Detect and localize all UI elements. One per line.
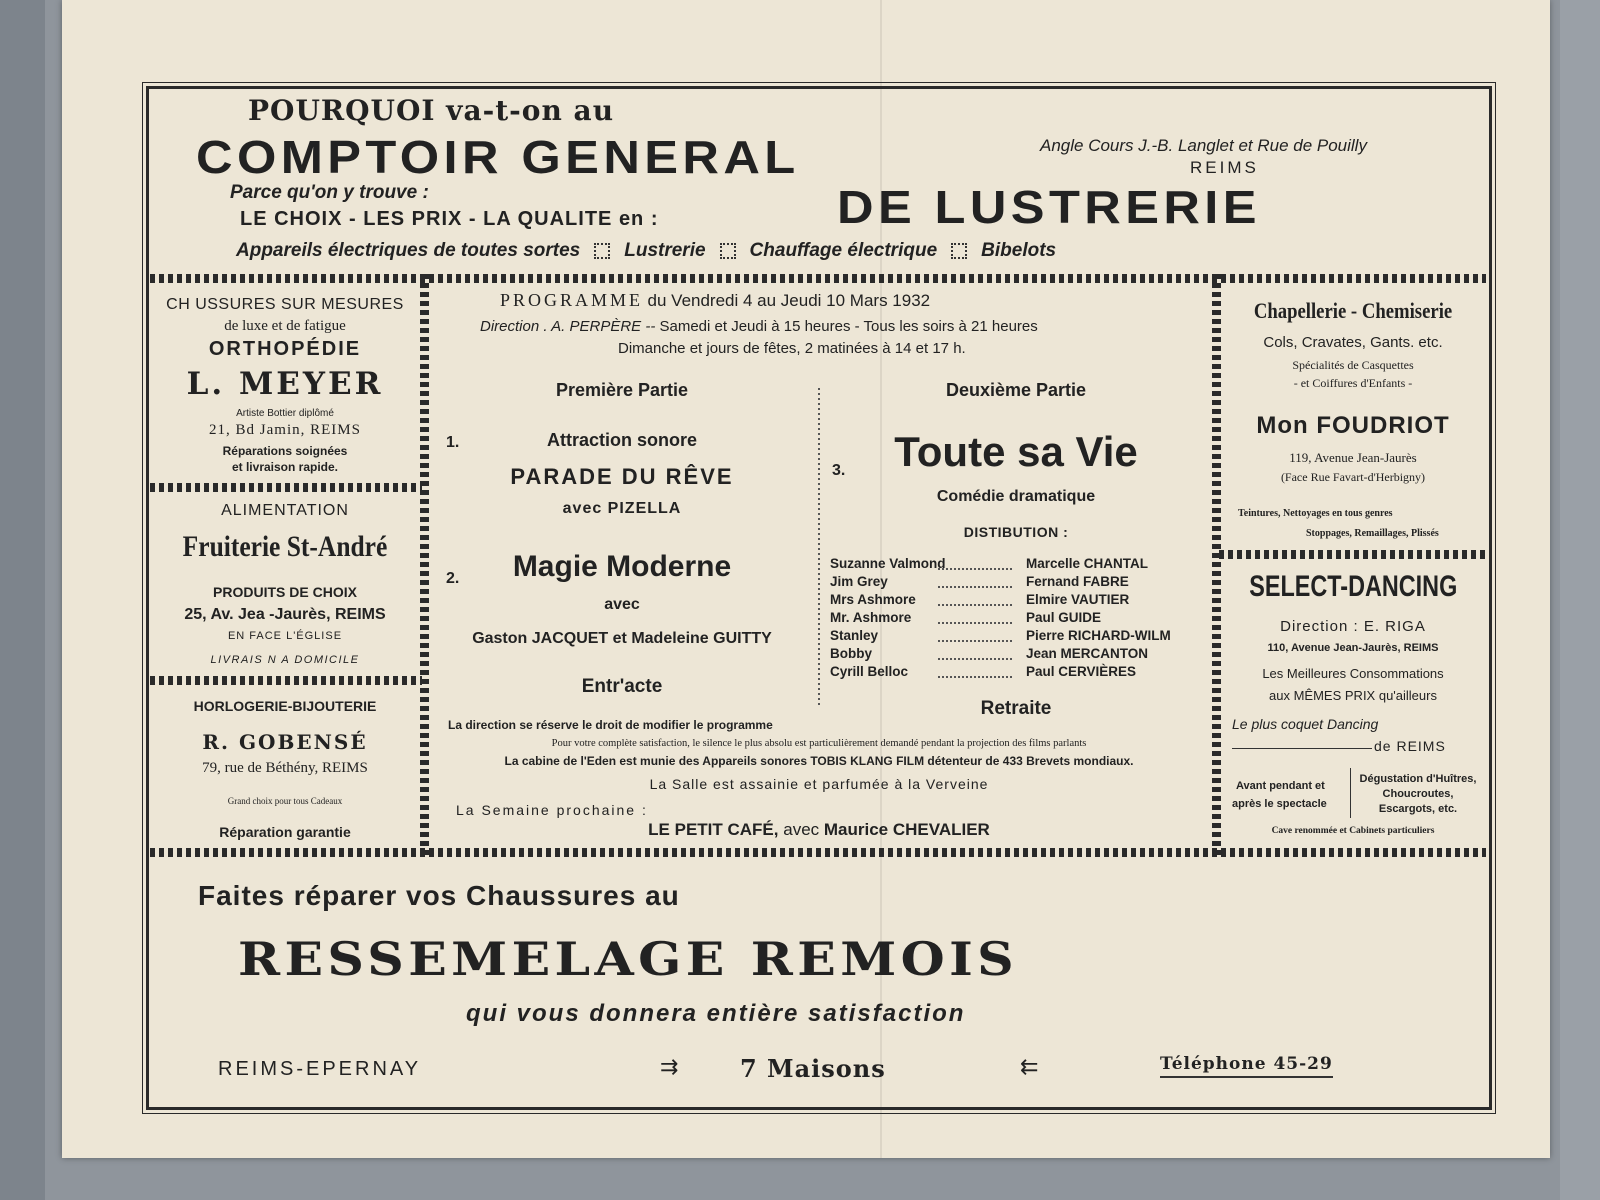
cast-role: Cyrill Belloc [830,664,909,679]
select-line5: Le plus coquet Dancing [1232,716,1379,732]
product-lustrerie: Lustrerie [624,240,706,261]
select-line8c: Escargots, etc. [1378,803,1458,815]
divider-program-center [818,388,820,708]
select-line6: de REIMS [1374,738,1446,754]
program-footnote3: La Salle est assainie et parfumée à la Verveine [649,776,989,792]
meyer-line2: de luxe et de fatigue [224,318,346,334]
select-title: SELECT-DANCING [1249,570,1458,603]
divider-bottom [150,848,1486,857]
next-actor: Maurice CHEVALIER [823,820,990,839]
foudriot-title: Chapellerie - Chemiserie [1253,298,1453,323]
fruiterie-line4: EN FACE L'ÉGLISE [227,630,343,642]
select-line8a: Dégustation d'Huîtres, [1359,773,1477,785]
header-reason: Parce qu'on y trouve : [230,182,429,203]
header-choices: LE CHOIX - LES PRIX - LA QUALITE en : [240,208,659,230]
program-schedule1: Samedi et Jeudi à 15 heures - Tous les soirs à 21 heures [659,318,1038,335]
divider-top [150,274,1486,283]
select-line8b: Choucroutes, [1382,788,1454,800]
part2-number3: 3. [832,462,846,479]
cast-leader-dots [938,676,1012,678]
select-line3: Les Meilleures Consommations [1262,666,1444,681]
select-line7b: après le spectacle [1232,798,1327,810]
program-direction [480,318,1038,335]
cast-row [830,574,1208,592]
select-rule [1232,748,1372,749]
meyer-name: L. MEYER [186,366,384,402]
next-with: avec [783,820,820,839]
part2-film: Toute sa Vie [894,428,1138,475]
footer-phone: Téléphone 45-29 [1160,1054,1333,1078]
program-direction-label: Direction . A. PERPÈRE -- [480,318,656,335]
part2-genre: Comédie dramatique [936,488,1096,505]
foudriot-line4: 119, Avenue Jean-Jaurès [1289,450,1417,465]
program-schedule2: Dimanche et jours de fêtes, 2 matinées à 14 et 17 h. [618,340,966,357]
product-bibelots: Bibelots [981,240,1057,261]
program-next [430,820,1208,840]
fruiterie-line3: 25, Av. Jea -Jaurès, REIMS [184,606,386,623]
fruiterie-line2: PRODUITS DE CHOIX [213,584,357,600]
meyer-line5: 21, Bd Jamin, REIMS [209,422,361,438]
cast-leader-dots [938,622,1012,624]
cast-role: Suzanne Valmond [830,556,946,571]
divider-right-1 [1219,550,1486,559]
divider-left-1 [150,483,422,492]
cast-leader-dots [938,586,1012,588]
footer-houses: 7 Maisons [740,1054,886,1083]
gobense-line3: Grand choix pour tous Cadeaux [227,796,343,806]
next-film: LE PETIT CAFÉ, [648,820,779,839]
program-footnote1: Pour votre complète satisfaction, le silence le plus absolu est particulièrement demandé pendant la projection des films parlants [551,738,1087,749]
part1-number2: 2. [446,570,460,587]
footer-title: RESSEMELAGE REMOIS [238,932,1019,986]
select-line4: aux MÊMES PRIX qu'ailleurs [1269,688,1437,703]
foudriot-line1: Cols, Cravates, Gants. etc. [1263,334,1443,351]
program-title: PROGRAMME [500,290,644,310]
program-next-label: La Semaine prochaine : [456,802,648,818]
part1-item2a: Magie Moderne [512,550,732,583]
fruiterie-name: Fruiterie St-André [182,530,388,563]
cast-actor: Fernand FABRE [1026,574,1129,589]
cast-actor: Elmire VAUTIER [1026,592,1130,607]
cast-actor: Paul GUIDE [1026,610,1102,625]
header-title2: DE LUSTRERIE [837,181,1261,233]
foudriot-line6: Teintures, Nettoyages en tous genres [1238,508,1393,519]
cast-role: Stanley [830,628,879,643]
product-chauffage: Chauffage électrique [749,240,938,261]
header-products [236,240,1056,262]
product-appareils: Appareils électriques de toutes sortes [236,240,581,261]
part2-dist-label: DISTIBUTION : [963,524,1069,540]
part1-number1: 1. [446,434,460,451]
gobense-name: R. GOBENSÉ [202,730,368,754]
select-line8 [1352,772,1484,817]
cast-row [830,646,1208,664]
divider-left-2 [150,676,422,685]
part1-entracte: Entr'acte [581,676,663,697]
part2-retraite: Retraite [980,698,1052,719]
cast-role: Mrs Ashmore [830,592,916,607]
gobense-line4: Réparation garantie [219,824,351,840]
program-header [500,290,930,311]
gobense-line1: HORLOGERIE-BIJOUTERIE [193,698,377,714]
cast-role: Jim Grey [830,574,888,589]
part1-item1c: avec PIZELLA [562,500,682,517]
cast-actor: Paul CERVIÈRES [1026,664,1137,679]
cast-row [830,664,1208,682]
meyer-line7: et livraison rapide. [231,460,339,474]
foudriot-line2: Spécialités de Casquettes [1292,358,1414,372]
cast-leader-dots [938,658,1012,660]
background-right [1560,0,1600,1200]
cast-row [830,592,1208,610]
cast-actor: Marcelle CHANTAL [1026,556,1149,571]
gobense-line2: 79, rue de Béthény, REIMS [202,760,368,776]
meyer-line4: Artiste Bottier diplômé [236,408,334,419]
cast-role: Bobby [830,646,872,661]
cast-leader-dots [938,568,1012,570]
part2-heading: Deuxième Partie [945,380,1087,400]
cast-row [830,556,1208,574]
cast-actor: Pierre RICHARD-WILM [1026,628,1171,643]
foudriot-line5: (Face Rue Favart-d'Herbigny) [1280,470,1426,484]
foudriot-line3: - et Coiffures d'Enfants - [1293,376,1413,390]
cast-actor: Jean MERCANTON [1026,646,1149,661]
square-ornament-icon [951,243,967,259]
select-line1: Direction : E. RIGA [1280,618,1426,635]
arrow-left-icon: ⇇ [1020,1054,1039,1079]
part1-item2c: Gaston JACQUET et Madeleine GUITTY [472,630,772,647]
part1-item2b: avec [604,596,640,613]
cast-row [830,610,1208,628]
meyer-line1: CH USSURES SUR MESURES [166,296,404,313]
arrow-right-icon: ⇉ [660,1054,679,1079]
cast-leader-dots [938,604,1012,606]
cast-leader-dots [938,640,1012,642]
footer-city: REIMS-EPERNAY [218,1058,422,1080]
program-dates: du Vendredi 4 au Jeudi 10 Mars 1932 [647,291,931,310]
header-line1: POURQUOI va-t-on au [248,94,615,127]
select-vertical-rule [1350,768,1351,818]
select-line7a: Avant pendant et [1236,780,1325,792]
meyer-line6: Réparations soignées [222,444,348,458]
header-title1: COMPTOIR GENERAL [196,131,800,183]
square-ornament-icon [720,243,736,259]
meyer-line3: ORTHOPÉDIE [208,338,362,360]
part1-item1a: Attraction sonore [546,430,697,450]
header-address1: Angle Cours J.-B. Langlet et Rue de Pouilly [1040,136,1367,155]
footer-line1: Faites réparer vos Chaussures au [198,880,680,911]
part1-item1b: PARADE DU RÊVE [510,464,734,489]
foudriot-name: Mon FOUDRIOT [1256,412,1450,439]
fruiterie-line1: ALIMENTATION [221,502,349,519]
divider-left-column [420,274,429,857]
background-left [0,0,45,1200]
part1-notice: La direction se réserve le droit de modifier le programme [448,718,773,732]
square-ornament-icon [594,243,610,259]
part1-heading: Première Partie [555,380,689,400]
foudriot-line7: Stoppages, Remaillages, Plissés [1306,528,1439,539]
program-footnote2: La cabine de l'Eden est munie des Appareils sonores TOBIS KLANG FILM détenteur de 433 Brevets mondiaux. [504,754,1134,768]
select-line9: Cave renommée et Cabinets particuliers [1271,826,1435,836]
cast-role: Mr. Ashmore [830,610,912,625]
footer-line2: qui vous donnera entière satisfaction [466,1000,966,1027]
cast-row [830,628,1208,646]
select-line2: 110, Avenue Jean-Jaurès, REIMS [1267,642,1439,654]
header-address2: REIMS [1190,158,1259,177]
fruiterie-line5: LIVRAIS N A DOMICILE [210,654,360,666]
